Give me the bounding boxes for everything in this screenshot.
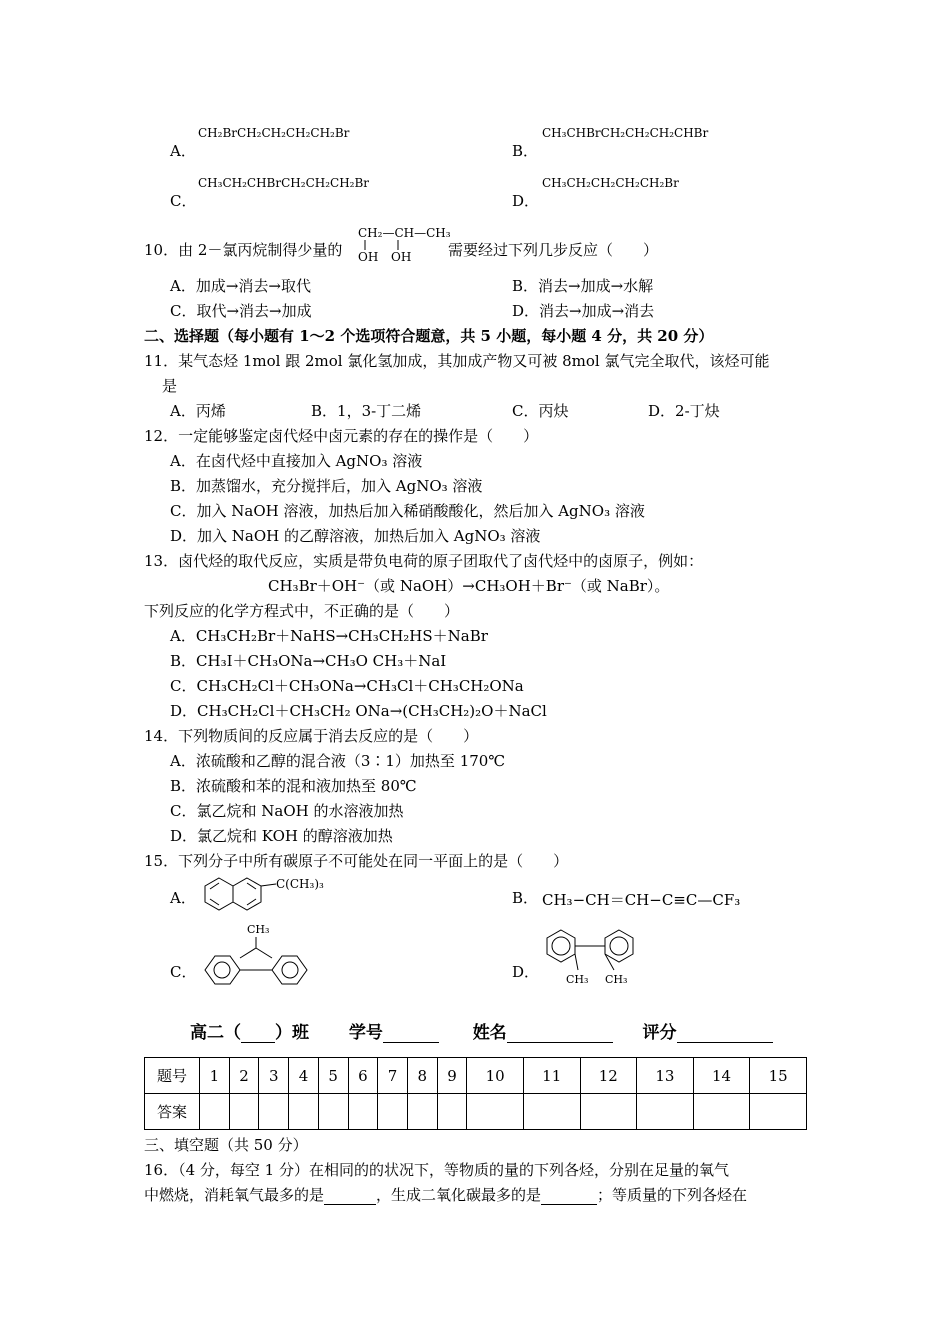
q11-option-a: A．丙烯 bbox=[170, 402, 226, 420]
q9-option-d-letter: D． bbox=[512, 192, 540, 210]
answer-cell[interactable] bbox=[229, 1094, 259, 1130]
q9-option-c-formula: CH₃CH₂CHBrCH₂CH₂CH₂Br bbox=[198, 176, 370, 190]
q10-structure-chain: CH₂—CH—CH₃ bbox=[358, 226, 451, 240]
q12-option-c: C．加入 NaOH 溶液，加热后加入稀硝酸酸化，然后加入 AgNO₃ 溶液 bbox=[170, 502, 645, 520]
q11-option-d: D．2-丁炔 bbox=[648, 402, 720, 420]
q16-line1: 16．（4 分，每空 1 分）在相同的的状况下，等物质的量的下列各烃，分别在足量的氧气 bbox=[144, 1161, 729, 1179]
answer-table-number: 15 bbox=[750, 1058, 807, 1094]
q10-option-a: A．加成→消去→取代 bbox=[170, 277, 311, 295]
q11-option-b: B．1，3-丁二烯 bbox=[311, 402, 422, 420]
score-label: 评分 bbox=[642, 1023, 677, 1043]
q13-option-b: B．CH₃I＋CH₃ONa→CH₃O CH₃＋NaI bbox=[170, 652, 447, 670]
q11-option-c: C．丙炔 bbox=[512, 402, 569, 420]
q16-blank-1[interactable] bbox=[324, 1188, 376, 1205]
q15-option-d-methyl-1: CH₃ bbox=[566, 973, 589, 986]
answer-cell[interactable] bbox=[378, 1094, 408, 1130]
q12-option-a: A．在卤代烃中直接加入 AgNO₃ 溶液 bbox=[170, 452, 423, 470]
q10-option-c: C．取代→消去→加成 bbox=[170, 302, 312, 320]
q9-option-a-letter: A． bbox=[170, 142, 196, 160]
class-label-suffix: ）班 bbox=[275, 1023, 309, 1043]
q15-option-c-letter: C． bbox=[170, 963, 197, 981]
answer-cell[interactable] bbox=[289, 1094, 319, 1130]
q15-option-b-letter: B． bbox=[512, 889, 539, 907]
q15-stem: 15．下列分子中所有碳原子不可能处在同一平面上的是（ ） bbox=[144, 852, 569, 870]
q14-option-c: C．氯乙烷和 NaOH 的水溶液加热 bbox=[170, 802, 404, 820]
q15-option-a-tbutyl: C(CH₃)₃ bbox=[276, 877, 324, 891]
q16-line2 bbox=[144, 1185, 747, 1205]
answer-table-number: 1 bbox=[200, 1058, 230, 1094]
q9-option-d-formula: CH₃CH₂CH₂CH₂CH₂Br bbox=[542, 176, 679, 190]
q9-option-b-formula: CH₃CHBrCH₂CH₂CH₂CHBr bbox=[542, 126, 709, 140]
q13-option-c: C．CH₃CH₂Cl＋CH₃ONa→CH₃Cl＋CH₃CH₂ONa bbox=[170, 677, 524, 695]
name-label: 姓名 bbox=[472, 1023, 507, 1043]
section-2-heading: 二、选择题（每小题有 1～2 个选项符合题意，共 5 小题，每小题 4 分，共 20 分） bbox=[144, 327, 714, 345]
answer-cell[interactable] bbox=[437, 1094, 467, 1130]
q16-blank-2[interactable] bbox=[541, 1188, 597, 1205]
student-info-line bbox=[190, 1023, 773, 1043]
answer-cell[interactable] bbox=[693, 1094, 750, 1130]
answer-table-number: 8 bbox=[407, 1058, 437, 1094]
q13-stem: 13．卤代烃的取代反应，实质是带负电荷的原子团取代了卤代烃中的卤原子，例如： bbox=[144, 552, 704, 570]
answer-cell[interactable] bbox=[580, 1094, 637, 1130]
answer-table-number: 12 bbox=[580, 1058, 637, 1094]
q16-line2-part3: ；等质量的下列各烃在 bbox=[597, 1186, 748, 1204]
name-blank[interactable] bbox=[507, 1026, 613, 1043]
q9-option-c-letter: C． bbox=[170, 192, 197, 210]
answer-table bbox=[144, 1057, 807, 1130]
answer-table-answer-row bbox=[145, 1094, 807, 1130]
answer-table-number: 13 bbox=[637, 1058, 694, 1094]
q14-option-d: D．氯乙烷和 KOH 的醇溶液加热 bbox=[170, 827, 393, 845]
answer-cell[interactable] bbox=[523, 1094, 580, 1130]
q10-stem-suffix: 需要经过下列几步反应（ ） bbox=[448, 241, 659, 259]
answer-table-number-label: 题号 bbox=[145, 1058, 200, 1094]
q10-option-d: D．消去→加成→消去 bbox=[512, 302, 655, 320]
answer-table-number: 3 bbox=[259, 1058, 289, 1094]
q9-option-b-letter: B． bbox=[512, 142, 539, 160]
q13-question: 下列反应的化学方程式中，不正确的是（ ） bbox=[144, 602, 460, 620]
answer-cell[interactable] bbox=[407, 1094, 437, 1130]
q15-option-d-letter: D． bbox=[512, 963, 540, 981]
class-label-prefix: 高二（ bbox=[190, 1023, 241, 1043]
q10-structure-oh-2: OH bbox=[391, 250, 412, 264]
score-blank[interactable] bbox=[677, 1026, 773, 1043]
answer-table-answer-label: 答案 bbox=[145, 1094, 200, 1130]
q12-stem: 12．一定能够鉴定卤代烃中卤元素的存在的操作是（ ） bbox=[144, 427, 539, 445]
student-no-blank[interactable] bbox=[383, 1026, 439, 1043]
q16-line2-part2: ，生成二氧化碳最多的是 bbox=[376, 1186, 542, 1204]
q13-option-a: A．CH₃CH₂Br＋NaHS→CH₃CH₂HS＋NaBr bbox=[170, 627, 488, 645]
q9-option-a-formula: CH₂BrCH₂CH₂CH₂CH₂Br bbox=[198, 126, 350, 140]
answer-cell[interactable] bbox=[318, 1094, 348, 1130]
q14-stem: 14．下列物质间的反应属于消去反应的是（ ） bbox=[144, 727, 479, 745]
answer-table-number: 11 bbox=[523, 1058, 580, 1094]
answer-cell[interactable] bbox=[637, 1094, 694, 1130]
q10-structure-oh-1: OH bbox=[358, 250, 379, 264]
answer-table-number: 10 bbox=[467, 1058, 524, 1094]
section-3-heading: 三、填空题（共 50 分） bbox=[144, 1136, 308, 1154]
answer-cell[interactable] bbox=[348, 1094, 378, 1130]
answer-cell[interactable] bbox=[750, 1094, 807, 1130]
q12-option-d: D．加入 NaOH 的乙醇溶液，加热后加入 AgNO₃ 溶液 bbox=[170, 527, 541, 545]
q15-option-c-methyl: CH₃ bbox=[247, 923, 270, 936]
answer-table-number: 6 bbox=[348, 1058, 378, 1094]
answer-table-number: 2 bbox=[229, 1058, 259, 1094]
q14-option-b: B．浓硫酸和苯的混和液加热至 80℃ bbox=[170, 777, 417, 795]
answer-table-number: 5 bbox=[318, 1058, 348, 1094]
answer-cell[interactable] bbox=[200, 1094, 230, 1130]
q10-option-b: B．消去→加成→水解 bbox=[512, 277, 654, 295]
answer-table-number: 4 bbox=[289, 1058, 319, 1094]
answer-table-number: 7 bbox=[378, 1058, 408, 1094]
student-no-label: 学号 bbox=[348, 1023, 383, 1043]
q15-option-b-formula: CH₃−CH＝CH−C≡C—CF₃ bbox=[542, 891, 741, 909]
class-blank[interactable] bbox=[241, 1026, 275, 1043]
q16-line2-part1: 中燃烧，消耗氧气最多的是 bbox=[144, 1186, 325, 1204]
q11-stem-line2: 是 bbox=[162, 377, 178, 395]
q15-option-d-methyl-2: CH₃ bbox=[605, 973, 628, 986]
answer-cell[interactable] bbox=[467, 1094, 524, 1130]
q11-stem-line1: 11．某气态烃 1mol 跟 2mol 氯化氢加成，其加成产物又可被 8mol 氯气完全取代，该烃可能 bbox=[144, 352, 770, 370]
q14-option-a: A．浓硫酸和乙醇的混合液（3∶1）加热至 170℃ bbox=[170, 752, 506, 770]
q15-option-a-letter: A． bbox=[170, 889, 196, 907]
answer-cell[interactable] bbox=[259, 1094, 289, 1130]
answer-table-number: 14 bbox=[693, 1058, 750, 1094]
answer-table-number: 9 bbox=[437, 1058, 467, 1094]
q13-example-equation: CH₃Br＋OH⁻（或 NaOH）→CH₃OH＋Br⁻（或 NaBr）。 bbox=[268, 577, 670, 595]
q13-option-d: D．CH₃CH₂Cl＋CH₃CH₂ ONa→(CH₃CH₂)₂O＋NaCl bbox=[170, 702, 547, 720]
q10-stem-prefix: 10．由 2－氯丙烷制得少量的 bbox=[144, 241, 343, 259]
q12-option-b: B．加蒸馏水，充分搅拌后，加入 AgNO₃ 溶液 bbox=[170, 477, 483, 495]
answer-table-number-row bbox=[145, 1058, 807, 1094]
